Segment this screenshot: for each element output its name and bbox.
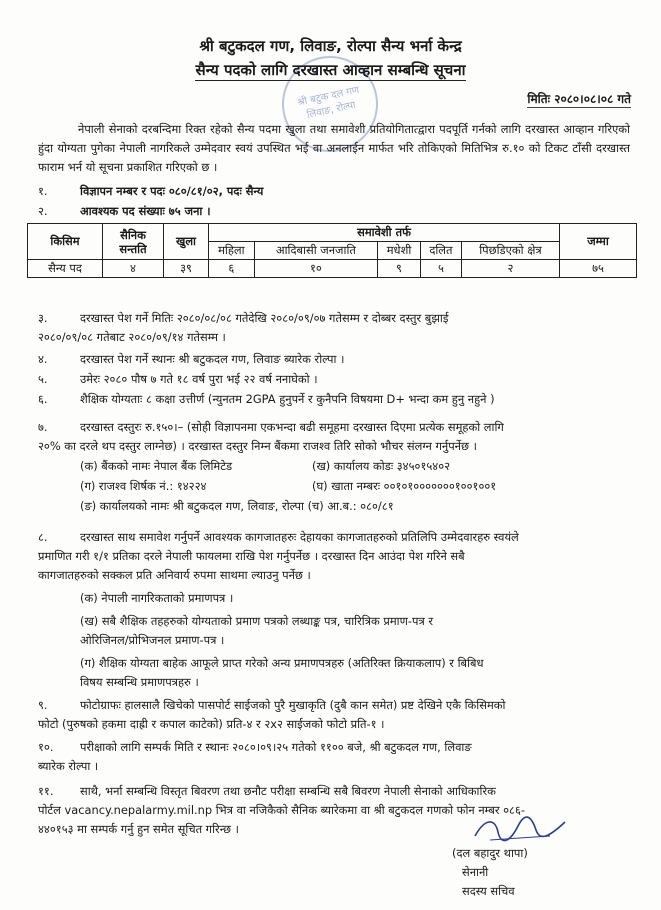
table-cell: ७५ <box>560 260 637 278</box>
office-code: (ख) कार्यालय कोडः ३४५०१५४०२ <box>312 459 451 473</box>
quota-table <box>27 223 637 278</box>
table-cell: ४ <box>103 260 164 278</box>
item-2: आवश्यक पद संख्याः ७५ जना । <box>80 204 211 218</box>
item-7-line-1: दरखास्त दस्तुरः रु.१५०।– (सोही विज्ञापनमा एकभन्दा बढी समूहमा दरखास्त दिएमा प्रत्येक समूहको लागि <box>80 420 504 434</box>
col-madheshi: मधेशी <box>378 242 421 260</box>
signatory-rank: सेनानी <box>462 865 489 879</box>
col-dalit: दलित <box>420 242 461 260</box>
table-cell: २ <box>461 260 559 278</box>
signatory-name: (दल बहादुर थापा) <box>452 846 528 860</box>
office-title: श्री बटुकदल गण, लिवाङ, रोल्पा सैन्य भर्ना केन्द्र <box>199 37 462 55</box>
item-11-line-3: ४४०१५३ मा सम्पर्क गर्नु हुन समेत सूचित गरिन्छ । <box>38 822 239 836</box>
intro-paragraph: नेपाली सेनाको दरबन्दिमा रिक्त रहेको सैन्य पदमा खुला तथा समावेशी प्रतियोगितात्द्वारा पदपूर्ति गर्नको लागि दरखास्त आव्हान गरिएको हुंदा योग्यता पुगेका नेपाली नागरिकले उम्मेदवार स्वयं उपस्थित भई वा अनलाईन मार्फत भरि तोकिएको मितिभित्र रु.१० को टिकट टाँसी दरखास्त फाराम भर्न यो सूचना प्रकाशित गरिएको छ । <box>38 122 630 174</box>
item-3-line-1: दरखास्त पेश गर्ने मितिः २०८०/०८/०८ गतेदेखि २०८०/०९/०७ गतेसम्म र दोब्बर दस्तुर बुझाई <box>80 311 449 325</box>
item-number: १०. <box>38 740 54 754</box>
signature-scribble <box>470 812 570 846</box>
revenue-heading: (ग) राजश्व शिर्षक नं.: १४२२४ <box>80 479 207 493</box>
item-4: दरखास्त पेश गर्ने स्थानः श्री बटुकदल गण, लिवाङ ब्यारेक रोल्पा । <box>80 352 345 366</box>
col-kisim: किसिम <box>28 224 103 260</box>
col-mahila: महिला <box>209 242 255 260</box>
table-cell: ५ <box>420 260 461 278</box>
item-6: शैक्षिक योग्यताः ८ कक्षा उत्तीर्ण (न्युनतम 2GPA हुनुपर्ने र कुनैपनि विषयमा D+ भन्दा कम हुनु नहुने ) <box>80 392 495 406</box>
item-11-line-2: पोर्टल vacancy.nepalarmy.mil.np भित्र वा नजिकैको सैनिक ब्यारेकमा वा श्री बटुकदल गणको फोन नम्बर ०८६- <box>38 803 526 817</box>
item-number: ७. <box>38 420 48 434</box>
table-cell: १० <box>254 260 377 278</box>
item-9-line-1: फोटोग्राफः हालसालै खिचेको पासपोर्ट साईजको पुरै मुखाकृति (दुबै कान समेत) प्रष्ट देखिने एकै किसिमको <box>80 698 506 712</box>
col-khula: खुला <box>164 224 209 260</box>
item-9-line-2: फोटो (पुरुषको हकमा दाह्री र कपाल काटेको) प्रति-४ र २x२ साईजको फोटो प्रति-१ । <box>38 717 385 731</box>
item-number: ९. <box>38 698 48 712</box>
doc-citizenship: (क) नेपाली नागरिकताको प्रमाणपत्र । <box>80 591 234 605</box>
item-10-line-2: ब्यारेक रोल्पा । <box>38 759 99 773</box>
item-11-line-1: साथै, भर्ना सम्बन्धि विस्तृत बिवरण तथा छनौट परीक्षा सम्बन्धि सबै बिवरण नेपाली सेनाको आधिकारिक <box>80 784 496 798</box>
item-number: ३. <box>38 311 48 325</box>
doc-academic-line-1: (ख) सबै शैक्षिक तहहरुको योग्यताको प्रमाण पत्रको लब्धाङ्क पत्र, चारित्रिक प्रमाण-पत्र र <box>80 614 434 628</box>
item-number: १. <box>38 184 48 198</box>
item-8-line-3: कागजातहरुको सक्कल प्रति अनिवार्य रुपमा साथमा ल्याउनु पर्नेछ । <box>38 568 311 582</box>
item-10-line-1: परीक्षाको लागि सम्पर्क मिति र स्थानः २०८०।०९।२५ गतेको ११०० बजे, श्री बटुकदल गण, लिवाङ <box>80 740 472 754</box>
item-number: ११. <box>38 784 54 798</box>
table-cell: ६ <box>209 260 255 278</box>
item-8-line-1: दरखास्त साथ समावेश गर्नुपर्ने आवश्यक कागजातहरुः देहायका कागजातहरुको प्रतिलिपि उम्मेदवारहरु स्वयंले <box>80 530 519 544</box>
item-number: ५. <box>38 372 48 386</box>
item-5: उमेरः २०८० पौष ७ गते १८ वर्ष पुरा भई २२ वर्ष ननाघेको । <box>80 372 318 386</box>
item-3-line-2: २०८०/०९/०८ गतेबाट २०८०/०९/१४ गतेसम्म । <box>38 330 226 344</box>
col-jamma: जम्मा <box>560 224 637 260</box>
doc-other-line-2: विषय सम्बन्धि प्रमाणपत्रहरु । <box>80 675 199 689</box>
item-7-line-2: २०% का दरले थप दस्तुर लाग्नेछ) । दरखास्त दस्तुर निम्न बैंकमा राजश्व तिरि सोको भौचर संलग्न गर्नुपर्नेछ । <box>38 439 477 453</box>
col-adibasi: आदिबासी जनजाति <box>254 242 377 260</box>
notice-subject-text: सैन्य पदको लागि दरखास्त आव्हान सम्बन्धि सूचना <box>195 61 466 79</box>
doc-other-line-1: (ग) शैक्षिक योग्यता बाहेक आफूले प्राप्त गरेको अन्य प्रमाणपत्रहरु (अतिरिक्त क्रियाकलाप) र बिबिध <box>80 656 484 670</box>
item-8-line-2: प्रमाणित गरी १/१ प्रतिका दरले नेपाली फायलमा राखि पेश गर्नुपर्नेछ । दरखास्त दिन आउंदा पेश गरिने सबै <box>38 549 465 563</box>
col-samabeshi: समावेशी तर्फ <box>209 224 560 242</box>
table-cell: ३९ <box>164 260 209 278</box>
table-cell: सैन्य पद <box>28 260 103 278</box>
item-number: ६. <box>38 392 48 406</box>
col-pichhadiyeko: पिछडिएको क्षेत्र <box>461 242 559 260</box>
item-number: ४. <box>38 352 48 366</box>
table-row <box>28 260 637 278</box>
notice-date: मितिः २०८०।०८।०८ गते <box>527 92 631 106</box>
office-name: (ङ) कार्यालयको नामः श्री बटुकदल गण, लिवाङ, रोल्पा (च) आ.ब.: ०८०/८१ <box>80 499 394 513</box>
item-number: ८. <box>38 530 48 544</box>
col-sainik-santati: सैनिक सन्तति <box>103 224 164 260</box>
bank-name: (क) बैंकको नामः नेपाल बैंक लिमिटेड <box>80 459 233 473</box>
account-number: (घ) खाता नम्बरः ००१०१०००००००१००१००१ <box>312 479 497 493</box>
signatory-role: सदस्य सचिव <box>462 884 515 898</box>
item-number: २. <box>38 204 48 218</box>
doc-academic-line-2: ओरिजिनल/प्रोभिजनल प्रमाण-पत्र । <box>80 633 225 647</box>
office-stamp: श्री बटुक दल गण लिवाङ, रोल्पा <box>273 47 387 161</box>
table-cell: ९ <box>378 260 421 278</box>
item-1: विज्ञापन नम्बर र पदः ०८०/८१/०२, पदः सैन्य <box>80 184 264 198</box>
notice-subject <box>0 60 661 80</box>
